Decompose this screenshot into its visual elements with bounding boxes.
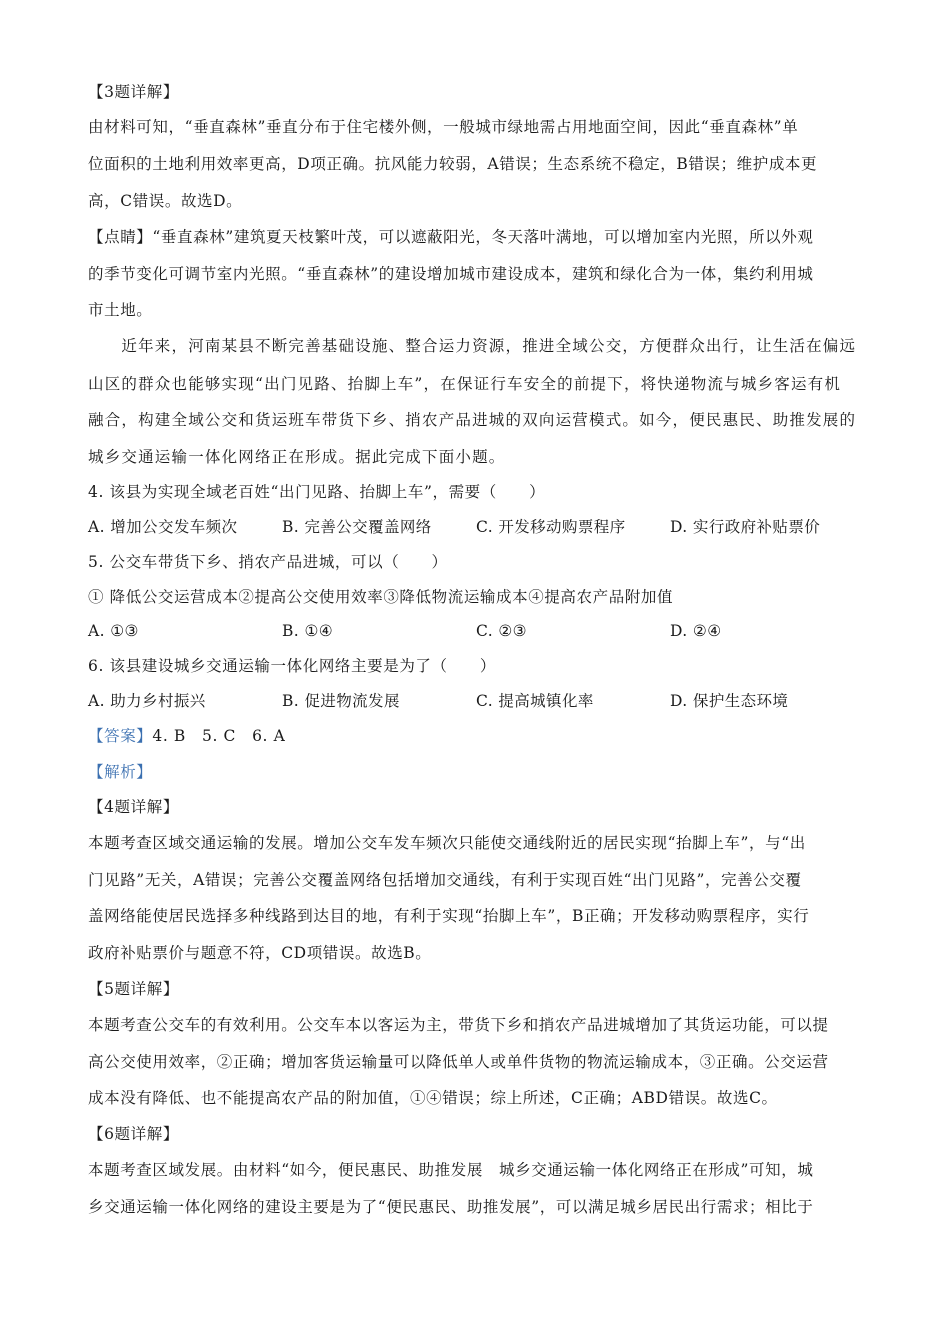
q4-option-c: C. 开发移动购票程序	[476, 518, 626, 536]
q6-option-d: D. 保护生态环境	[670, 692, 789, 710]
q5-option-a: A. ①③	[88, 622, 139, 640]
q3-detail-line: 位面积的土地利用效率更高，D项正确。抗风能力较弱，A错误；生态系统不稳定，B错误；维护成本更	[88, 155, 818, 173]
q4-detail-line: 盖网络能使居民选择多种线路到达目的地，有利于实现“抬脚上车”，B正确；开发移动购票程序，实行	[88, 907, 810, 925]
comment-line: 市土地。	[88, 301, 153, 319]
comment-line: 的季节变化可调节室内光照。“垂直森林”的建设增加城市建设成本，建筑和绿化合为一体，集约利用城	[88, 265, 814, 283]
q4-detail-line: 政府补贴票价与题意不符，CD项错误。故选B。	[88, 944, 432, 962]
passage-line: 近年来，河南某县不断完善基础设施、整合运力资源，推进全域公交，方便群众出行，让生活在偏远	[88, 337, 857, 355]
q6-detail-line: 乡交通运输一体化网络的建设主要是为了“便民惠民、助推发展”，可以满足城乡居民出行需求；相比于	[88, 1198, 814, 1216]
q6-option-b: B. 促进物流发展	[282, 692, 400, 710]
q4-stem: 4. 该县为实现全域老百姓“出门见路、抬脚上车”，需要（ ）	[88, 483, 546, 501]
analysis-label: 【解析】	[88, 763, 153, 781]
q4-detail-line: 本题考查区域交通运输的发展。增加公交车发车频次只能使交通线附近的居民实现“抬脚上车”，与“出	[88, 834, 806, 852]
comment-line: 【点睛】“垂直森林”建筑夏天枝繁叶茂，可以遮蔽阳光，冬天落叶满地，可以增加室内光照，所以外观	[88, 228, 814, 246]
q6-option-c: C. 提高城镇化率	[476, 692, 594, 710]
q4-detail-line: 门见路”无关，A错误；完善公交覆盖网络包括增加交通线，有利于实现百姓“出门见路”，完善公交覆	[88, 871, 802, 889]
q5-detail-heading: 【5题详解】	[88, 980, 179, 998]
q5-detail-line: 本题考查公交车的有效利用。公交车本以客运为主，带货下乡和捎农产品进城增加了其货运功能，可以提	[88, 1016, 829, 1034]
q6-detail-heading: 【6题详解】	[88, 1125, 179, 1143]
answer-label: 【答案】	[88, 727, 153, 745]
q5-detail-line: 成本没有降低、也不能提高农产品的附加值，①④错误；综上所述，C正确；ABD错误。故选C。	[88, 1089, 778, 1107]
q5-statements: ① 降低公交运营成本②提高公交使用效率③降低物流运输成本④提高农产品附加值	[88, 588, 674, 606]
q4-detail-heading: 【4题详解】	[88, 798, 179, 816]
q4-option-b: B. 完善公交覆盖网络	[282, 518, 432, 536]
q3-detail-line: 由材料可知，“垂直森林”垂直分布于住宅楼外侧，一般城市绿地需占用地面空间，因此“垂直森林”单	[88, 118, 799, 136]
q6-option-a: A. 助力乡村振兴	[88, 692, 206, 710]
q5-option-c: C. ②③	[476, 622, 527, 640]
q3-detail-heading: 【3题详解】	[88, 83, 179, 101]
q5-option-d: D. ②④	[670, 622, 722, 640]
q6-stem: 6. 该县建设城乡交通运输一体化网络主要是为了（ ）	[88, 657, 496, 675]
passage-line: 城乡交通运输一体化网络正在形成。据此完成下面小题。	[88, 448, 506, 466]
q4-option-a: A. 增加公交发车频次	[88, 518, 238, 536]
q5-option-b: B. ①④	[282, 622, 334, 640]
answer-line	[88, 726, 285, 746]
q5-stem: 5. 公交车带货下乡、捎农产品进城，可以（ ）	[88, 553, 448, 571]
passage-line: 融合，构建全域公交和货运班车带货下乡、捎农产品进城的双向运营模式。如今，便民惠民、助推发展的	[88, 411, 857, 429]
q4-option-d: D. 实行政府补贴票价	[670, 518, 821, 536]
answer-text: 4. B 5. C 6. A	[152, 727, 286, 745]
q5-detail-line: 高公交使用效率，②正确；增加客货运输量可以降低单人或单件货物的物流运输成本，③正确。公交运营	[88, 1053, 829, 1071]
q6-detail-line: 本题考查区域发展。由材料“如今，便民惠民、助推发展 城乡交通运输一体化网络正在形成”可知，城	[88, 1161, 814, 1179]
q3-detail-line: 高，C错误。故选D。	[88, 192, 243, 210]
passage-line: 山区的群众也能够实现“出门见路、抬脚上车”，在保证行车安全的前提下，将快递物流与城乡客运有机	[88, 375, 842, 393]
